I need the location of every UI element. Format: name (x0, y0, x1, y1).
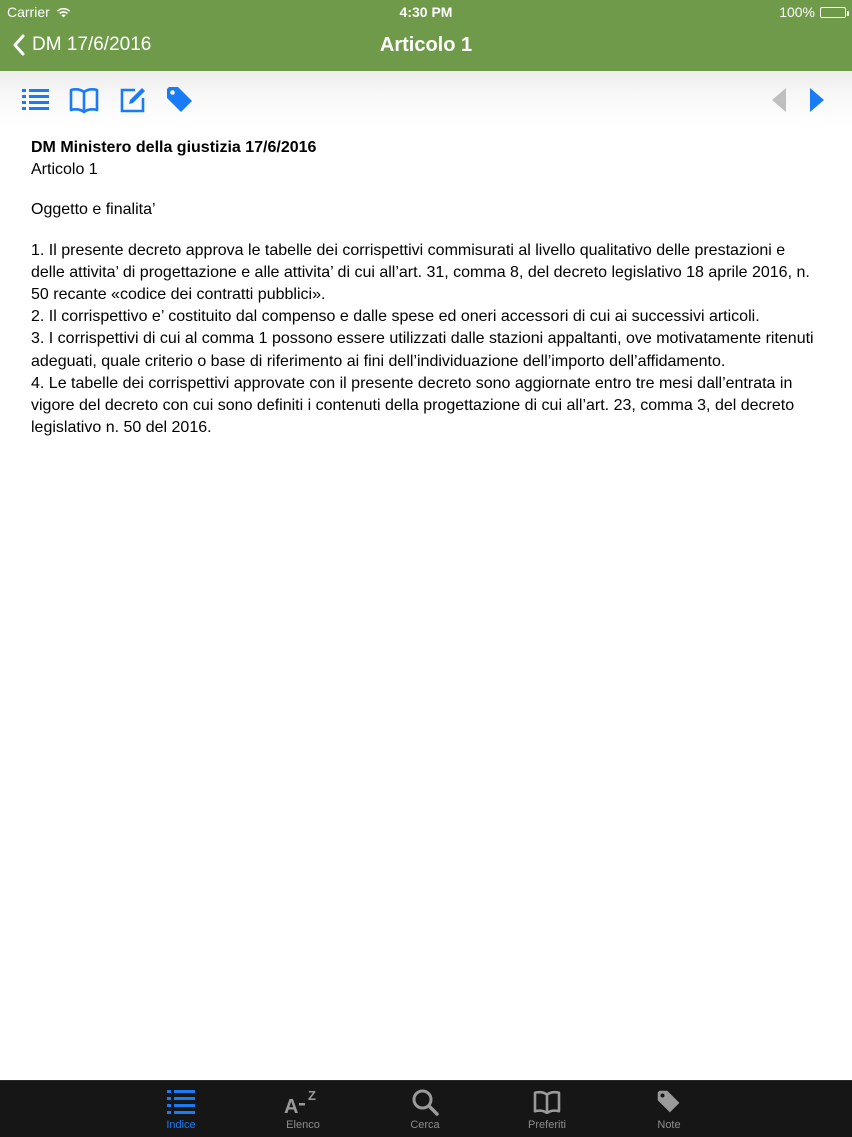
battery-percent: 100% (779, 4, 815, 20)
back-button[interactable] (12, 34, 151, 56)
navigation-bar (0, 24, 852, 71)
battery-info (779, 4, 846, 20)
tab-label: Elenco (286, 1119, 320, 1131)
tab-bar (0, 1080, 852, 1137)
status-bar (0, 0, 852, 24)
paragraph: 1. Il presente decreto approva le tabelle dei corrispettivi commisurati al livello qualitativo delle prestazioni e delle attivita’ di progettazione e alle attivita’ di cui all’art. 31, comma 8, del decreto legislativo 18 aprile 2016, n. 50 recante «codice dei contratti pubblici». (31, 241, 810, 304)
article-paragraphs (31, 240, 821, 440)
article-heading: Oggetto e finalita’ (31, 201, 156, 219)
tab-preferiti[interactable] (497, 1081, 597, 1137)
status-time: 4:30 PM (399, 4, 453, 20)
tab-indice[interactable] (131, 1081, 231, 1137)
back-button-label: DM 17/6/2016 (32, 34, 152, 55)
page-title: Articolo 1 (379, 34, 473, 56)
battery-icon (820, 7, 846, 18)
list-icon[interactable] (21, 85, 51, 115)
document-title: DM Ministero della giustizia 17/6/2016 (31, 139, 317, 156)
carrier-label: Carrier (7, 4, 50, 20)
document-content (31, 137, 821, 439)
toolbar (0, 71, 852, 127)
triangle-right-icon[interactable] (803, 85, 833, 115)
tag-icon[interactable] (165, 85, 195, 115)
book-icon (533, 1090, 561, 1114)
tab-label: Indice (166, 1119, 196, 1131)
tab-label: Note (657, 1119, 681, 1131)
document-subtitle: Articolo 1 (31, 161, 98, 179)
book-icon[interactable] (69, 85, 99, 115)
tab-cerca[interactable] (375, 1081, 475, 1137)
svg-text:Z: Z (308, 1088, 316, 1103)
paragraph: 4. Le tabelle dei corrispettivi approvate con il presente decreto sono aggiornate entro tre mesi dall’entrata in vigore del decreto con cui sono definiti i contenuti della progettazione di cui all’art. 23, comma 3, del decreto legislativo n. 50 del 2016. (31, 374, 795, 437)
tab-elenco[interactable] (253, 1081, 353, 1137)
tab-label: Preferiti (528, 1119, 566, 1131)
tag-icon (656, 1089, 682, 1115)
svg-text:A: A (284, 1096, 299, 1116)
a-z-icon (284, 1088, 322, 1116)
tab-note[interactable] (619, 1081, 719, 1137)
list-icon (167, 1089, 195, 1115)
paragraph: 3. I corrispettivi di cui al comma 1 possono essere utilizzati dalle stazioni appaltanti, ove motivatamente ritenuti adeguati, quale criterio o base di riferimento ai fini dell’individuazione dell’importo dell’affidamento. (31, 330, 814, 370)
top-bar (0, 0, 852, 71)
tab-label: Cerca (410, 1119, 440, 1131)
search-icon (411, 1088, 439, 1116)
triangle-left-icon[interactable] (766, 85, 796, 115)
edit-icon[interactable] (118, 85, 148, 115)
chevron-left-icon (12, 34, 26, 56)
paragraph: 2. Il corrispettivo e’ costituito dal compenso e dalle spese ed oneri accessori di cui ai successivi articoli. (31, 308, 760, 326)
